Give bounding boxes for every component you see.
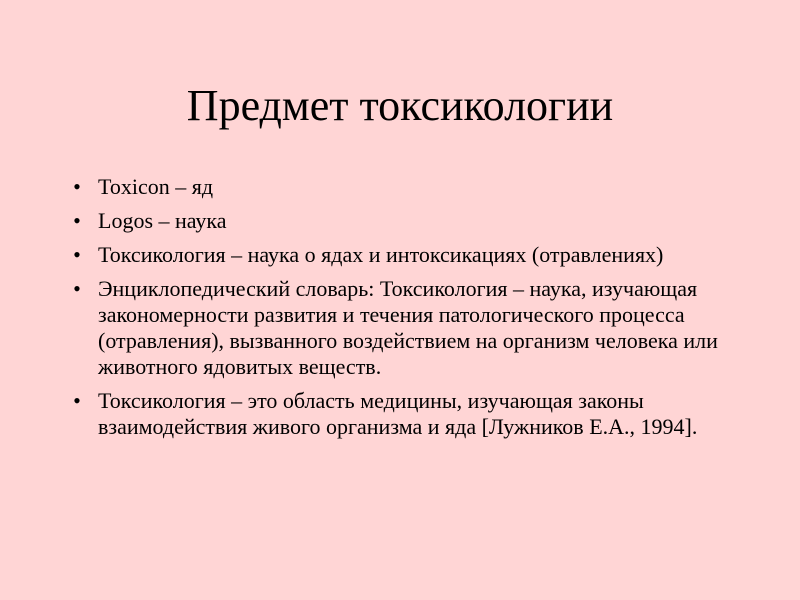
bullet-text: Энциклопедический словарь: Токсикология – наука, изучающая закономерности развития и течения патологического процесса (отравления), вызванного воздействием на организм человека или животного ядовитых веществ. xyxy=(98,276,718,379)
bullet-marker: • xyxy=(73,242,81,267)
bullet-text: Токсикология – это область медицины, изучающая законы взаимодействия живого организма и яда [Лужников Е.А., 1994]. xyxy=(98,388,698,439)
bullet-list xyxy=(60,174,740,448)
bullet-marker: • xyxy=(73,388,81,413)
bullet-text: Toxicon – яд xyxy=(98,174,214,199)
slide-title: Предмет токсикологии xyxy=(186,81,614,130)
bullet-item-definition xyxy=(60,242,740,268)
bullet-marker: • xyxy=(73,276,81,301)
bullet-marker: • xyxy=(73,208,81,233)
bullet-text: Токсикология – наука о ядах и интоксикациях (отравлениях) xyxy=(98,242,664,267)
bullet-item-toxicon xyxy=(60,174,740,200)
bullet-item-medicine xyxy=(60,388,740,440)
bullet-text: Logos – наука xyxy=(98,208,227,233)
bullet-item-logos xyxy=(60,208,740,234)
bullet-marker: • xyxy=(73,174,81,199)
bullet-item-encyclopedia xyxy=(60,276,740,380)
